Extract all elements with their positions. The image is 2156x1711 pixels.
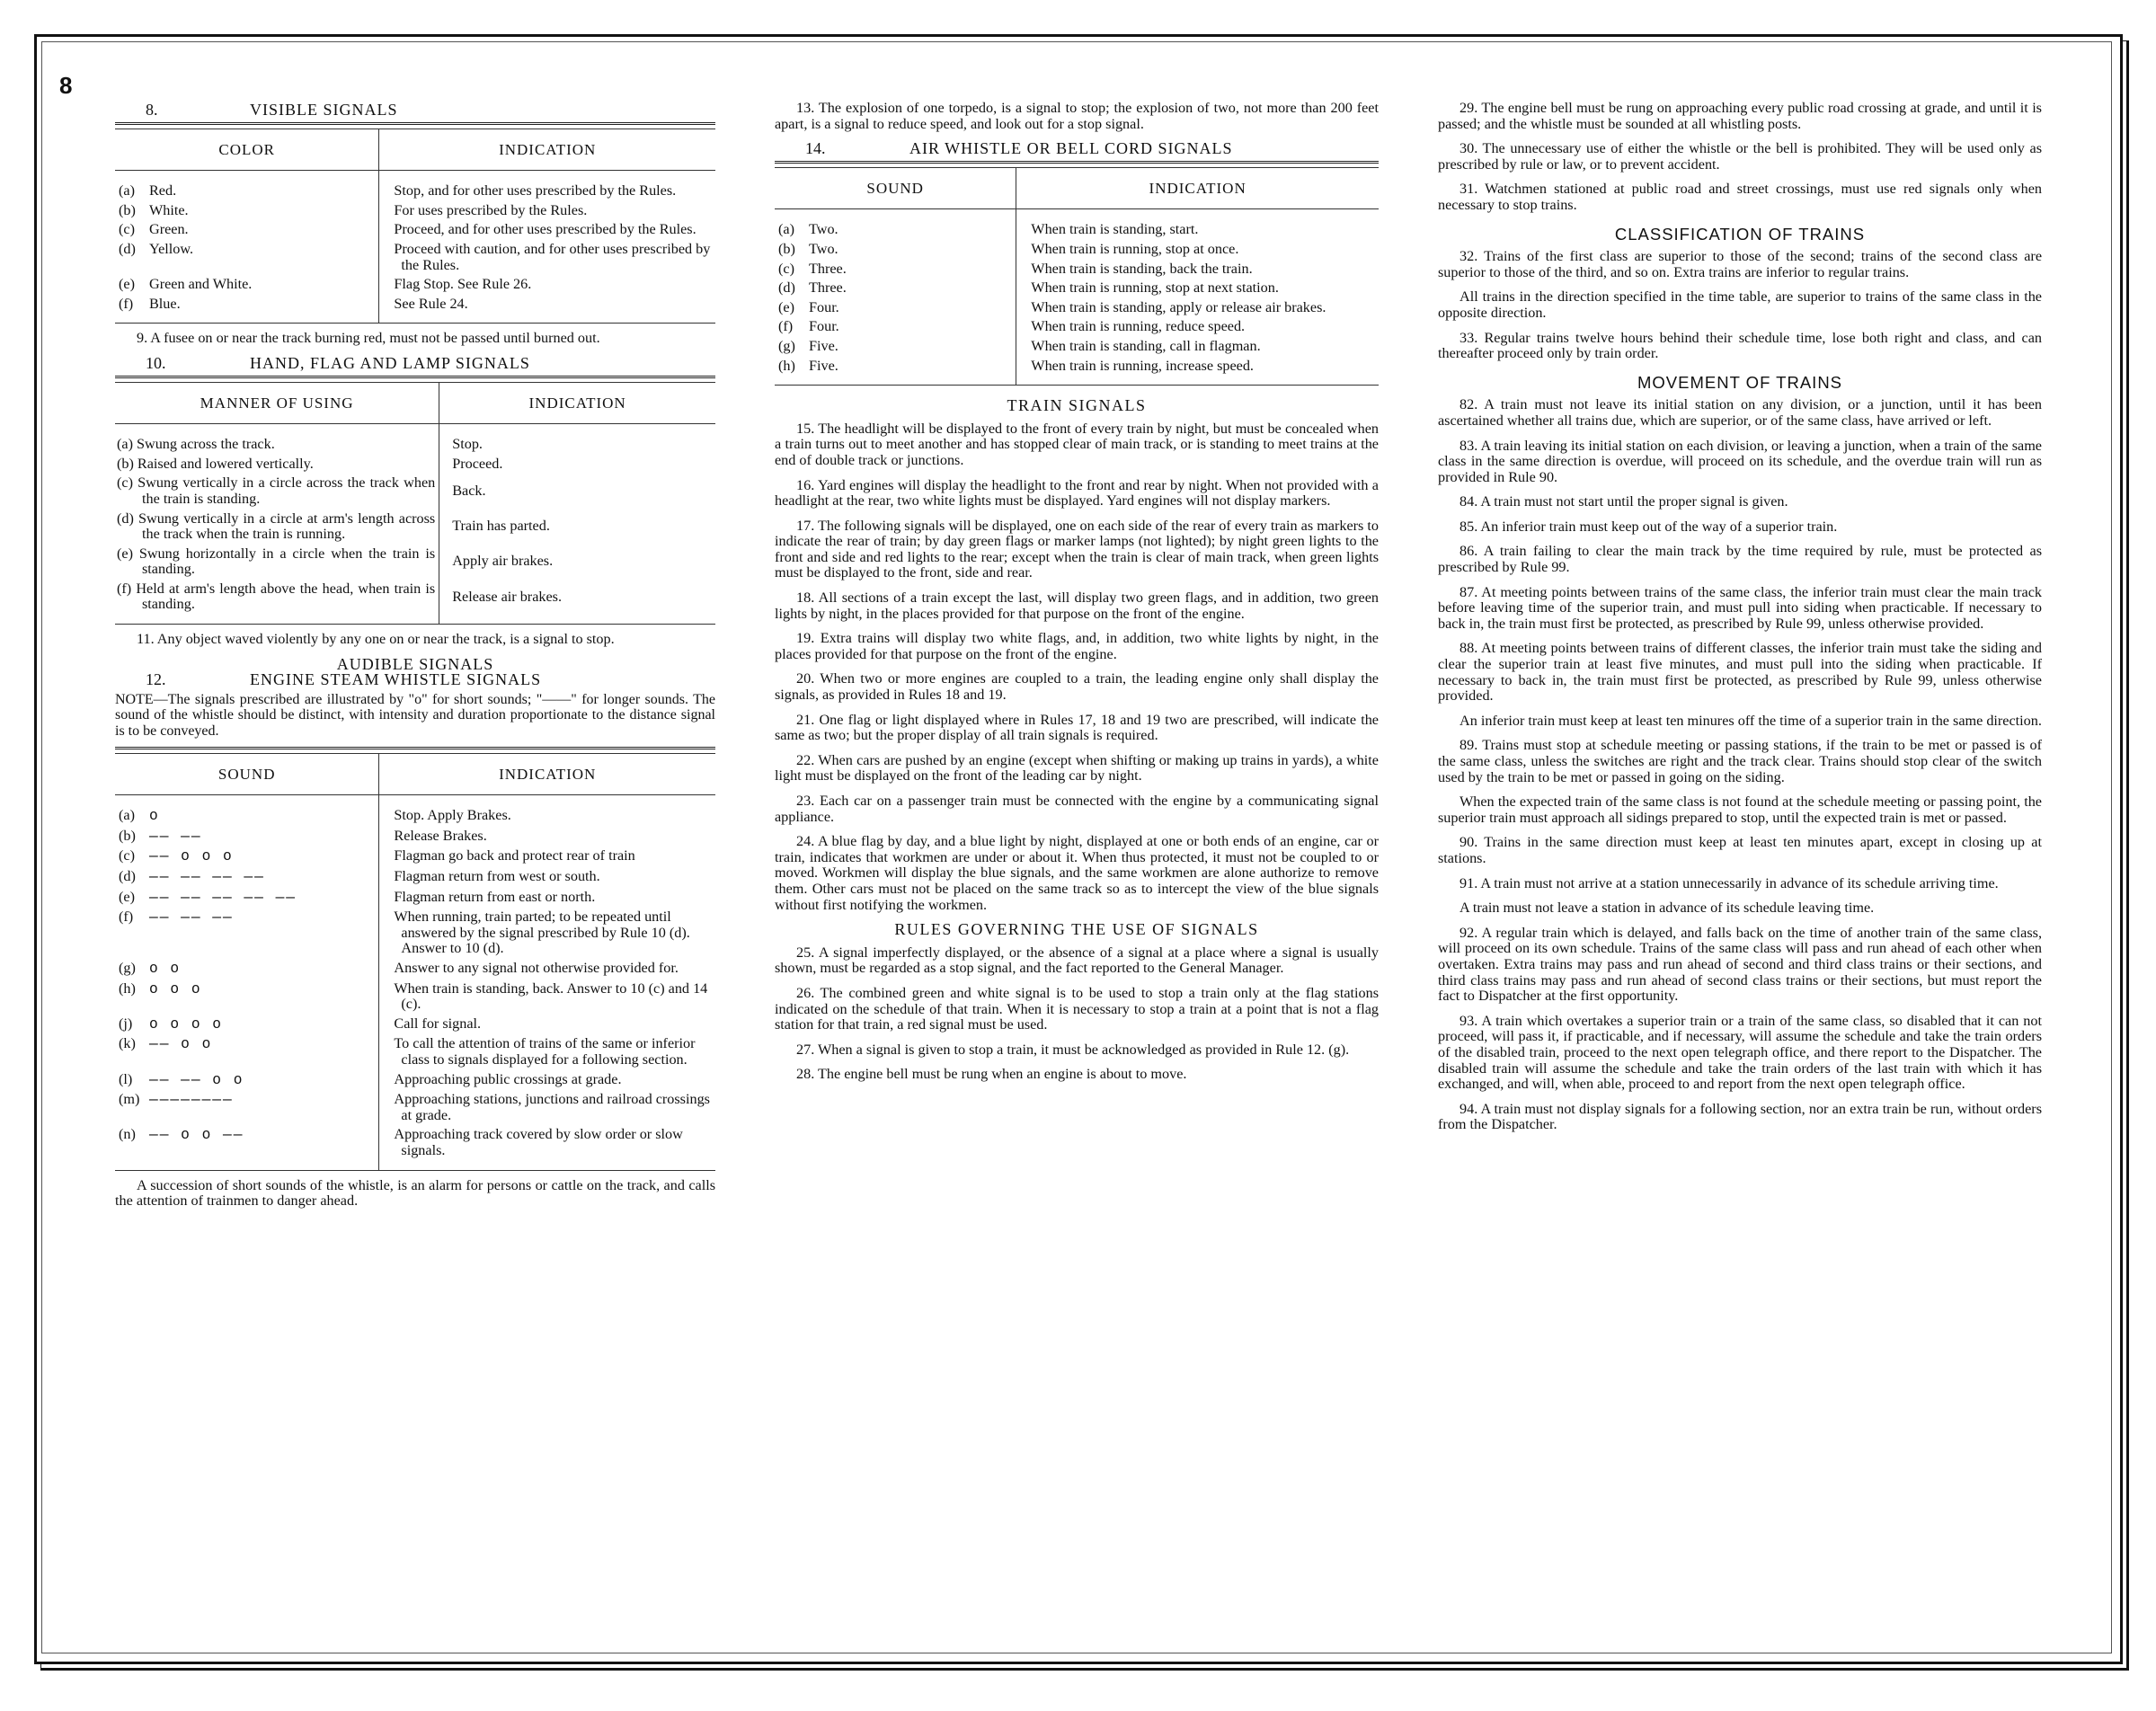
indication-cell: See Rule 24. xyxy=(379,295,715,324)
rule-paragraph: 83. A train leaving its initial station on each division, or leaving a junction, when a train of the same class in the same direction is overdue, will proceed on its schedule, and the overdue train will run as provided in Rule 90. xyxy=(1438,437,2042,485)
table-row xyxy=(115,275,715,295)
signal-cell xyxy=(115,171,379,201)
row-label: (a) xyxy=(119,182,135,199)
table-row xyxy=(775,298,1379,318)
table-row xyxy=(115,455,715,474)
indication-cell: Stop, and for other uses prescribed by the Rules. xyxy=(379,171,715,201)
rule-paragraph: 30. The unnecessary use of either the whistle or the bell is prohibited. They will be used only as prescribed by rule or law, or to prevent accident. xyxy=(1438,140,2042,173)
indication-cell: When running, train parted; to be repeated until answered by the signal prescribed by Rule 10 (d). Answer to 10 (d). xyxy=(379,908,715,959)
color-value: Blue. xyxy=(149,295,181,312)
bell-whistle-rules xyxy=(1438,101,2042,214)
manner-cell: (e) Swung horizontally in a circle when the train is standing. xyxy=(117,545,436,578)
rule-paragraph: 92. A regular train which is delayed, and falls back on the time of another train of the same class, will proceed on its own schedule. Trains of the same class will pass and run ahead of each other when overtaken. Extra trains may pass and run ahead of second and third class trains or their sections, and third class trains may pass and run ahead of second class trains or their sections, but must report the fact to Dispatcher at the first opportunity. xyxy=(1438,924,2042,1005)
indication-cell: To call the attention of trains of the same or inferior class to signals displayed for a following section. xyxy=(379,1034,715,1069)
sound-value: Four. xyxy=(809,318,839,335)
row-label: (l) xyxy=(119,1070,133,1087)
signal-cell xyxy=(115,1090,379,1125)
row-label: (d) xyxy=(778,279,795,297)
indication-cell: Train has parted. xyxy=(439,510,715,545)
table-row xyxy=(115,295,715,324)
table-body xyxy=(115,424,715,625)
rule-paragraph: 27. When a signal is given to stop a train, it must be acknowledged as provided in Rule 12. (g). xyxy=(796,1041,1350,1058)
column-header: MANNER OF USING xyxy=(115,382,439,424)
signal-cell xyxy=(115,220,379,240)
signal-cell xyxy=(775,240,1016,260)
indication-cell: Flagman return from east or north. xyxy=(379,888,715,909)
indication-cell: Proceed, and for other uses prescribed by the Rules. xyxy=(379,220,715,240)
color-value: Yellow. xyxy=(149,240,194,257)
table-row xyxy=(115,580,715,625)
indication-cell: When train is running, reduce speed. xyxy=(1016,317,1379,337)
table-row xyxy=(115,980,715,1015)
row-label: (g) xyxy=(778,337,795,354)
indication-cell: Release Brakes. xyxy=(379,827,715,847)
indication-cell: When train is running, stop at once. xyxy=(1016,240,1379,260)
whistle-note: NOTE—The signals prescribed are illustrated by "o" for short sounds; "——" for longer sounds. The sound of the whistle should be distinct, with intensity and duration proportionate to the distance signal is to be conveyed. xyxy=(115,691,715,740)
signal-cell xyxy=(115,908,379,959)
column-header: SOUND xyxy=(115,753,379,795)
manner-cell: (b) Raised and lowered vertically. xyxy=(117,455,314,472)
color-value: Red. xyxy=(149,182,177,199)
table-row xyxy=(775,240,1379,260)
row-label: (f) xyxy=(778,318,794,335)
indication-cell: Approaching stations, junctions and railroad crossings at grade. xyxy=(379,1090,715,1125)
rules-governing-title: RULES GOVERNING THE USE OF SIGNALS xyxy=(894,920,1259,939)
indication-cell: For uses prescribed by the Rules. xyxy=(379,201,715,221)
rule-paragraph: 84. A train must not start until the proper signal is given. xyxy=(1460,493,1788,510)
table-row xyxy=(115,888,715,909)
rule-paragraph: 26. The combined green and white signal is to be used to stop a train only at the flag stations indicated on the schedule of that train. When it is necessary to stop a train at a point that is not a flag station for that train, a red signal must be used. xyxy=(775,984,1379,1033)
color-value: White. xyxy=(149,201,189,218)
column-right xyxy=(1438,101,2042,1142)
movement-title: MOVEMENT OF TRAINS xyxy=(1637,372,1843,392)
rule-paragraph: 16. Yard engines will display the headlight to the front and rear by night. When not provided with a headlight at the rear, two white lights must be displayed. Yard engines will not display markers. xyxy=(775,476,1379,510)
column-header: INDICATION xyxy=(379,129,715,171)
rule-paragraph: 93. A train which overtakes a superior train or a train of the same class, so disabled that it can not proceed, will pass it, if practicable, and if necessary, will assume the schedule and take the train orders of the disabled train, proceed to the next open telegraph office, and there report to the Dispatcher. The disabled train will assume the schedule and take the train orders of the last train with which it has exchanged, and will, when able, proceed to and report from the next open telegraph office. xyxy=(1438,1012,2042,1093)
manner-cell: (c) Swung vertically in a circle across the track when the train is standing. xyxy=(117,474,436,507)
table-body xyxy=(115,171,715,324)
table-row xyxy=(115,220,715,240)
manner-cell: (d) Swung vertically in a circle at arm's length across the track when the train is running. xyxy=(117,510,436,543)
indication-cell: Release air brakes. xyxy=(439,580,715,625)
signal-cell xyxy=(775,260,1016,279)
rule-paragraph: A train must not leave a station in advance of its schedule leaving time. xyxy=(1460,900,1875,917)
rule-paragraph: 29. The engine bell must be rung on approaching every public road crossing at grade, and until it is passed; and the whistle must be sounded at all whistling posts. xyxy=(1438,100,2042,132)
table-row xyxy=(115,474,715,509)
signal-cell xyxy=(115,1034,379,1069)
rule-paragraph: 19. Extra trains will display two white flags, and, in addition, two white lights by night, in the places provided for that purpose on the front of the engine. xyxy=(775,630,1379,662)
rule-paragraph: 89. Trains must stop at schedule meeting or passing stations, if the train to be met or passed is of the same class, unless the switches are right and the track clear. Trains should stop clear of the switch used by the train to be met or passed in going on the siding. xyxy=(1438,737,2042,785)
air-whistle-table xyxy=(775,167,1379,386)
indication-cell: Call for signal. xyxy=(379,1015,715,1035)
color-value: Green. xyxy=(149,221,189,238)
signal-cell xyxy=(115,201,379,221)
sound-value: Five. xyxy=(809,337,838,354)
rule-paragraph: 28. The engine bell must be rung when an engine is about to move. xyxy=(796,1066,1187,1083)
rule-paragraph: 85. An inferior train must keep out of the way of a superior train. xyxy=(1460,518,1838,535)
rule-paragraph: 87. At meeting points between trains of the same class, the inferior train must clear the main track before leaving time of the superior train, and must pull into siding when practicable. If necessary to back in, the train must first be protected, as prescribed by Rule 99, unless otherwise provided. xyxy=(1438,583,2042,632)
signal-cell xyxy=(115,795,379,827)
sound-value: o o o o xyxy=(149,1015,223,1033)
sound-value: —— —— —— —— —— xyxy=(149,889,297,906)
indication-cell: Flagman go back and protect rear of train xyxy=(379,847,715,867)
movement-rules xyxy=(1438,397,2042,1133)
rule-paragraph: 33. Regular trains twelve hours behind their schedule time, lose both right and class, and can thereafter proceed only by train order. xyxy=(1438,329,2042,362)
hand-flag-lamp-table xyxy=(115,382,715,625)
row-label: (a) xyxy=(119,807,135,824)
section-12-heading: 12. ENGINE STEAM WHISTLE SIGNALS xyxy=(115,672,715,688)
manner-cell: (a) Swung across the track. xyxy=(117,436,275,453)
sound-value: Two. xyxy=(809,221,838,238)
table-row xyxy=(775,317,1379,337)
row-label: (g) xyxy=(119,959,136,976)
whistle-alarm-paragraph: A succession of short sounds of the whistle, is an alarm for persons or cattle on the track, and calls the attention of trainmen to danger ahead. xyxy=(115,1176,715,1210)
sound-value: —— o o o xyxy=(149,848,234,865)
section-title: AIR WHISTLE OR BELL CORD SIGNALS xyxy=(909,139,1233,158)
table-row xyxy=(115,1034,715,1069)
row-label: (h) xyxy=(778,357,795,374)
table-row xyxy=(115,1015,715,1035)
table-row xyxy=(115,827,715,847)
column-middle xyxy=(775,101,1379,1092)
section-14-heading: 14. AIR WHISTLE OR BELL CORD SIGNALS xyxy=(775,141,1379,157)
rule-paragraph: 22. When cars are pushed by an engine (except when shifting or making up trains in yards), a white light must be displayed on the front of the leading car by night. xyxy=(775,751,1379,785)
double-rule xyxy=(775,161,1379,164)
indication-cell: Answer to any signal not otherwise provided for. xyxy=(379,959,715,980)
rule-paragraph: 88. At meeting points between trains of different classes, the inferior train must take the siding and clear the superior train at least five minutes, and must pull into the siding when practicable. If necessary to back in, the train must first be protected, as prescribed by Rule 99, unless otherwise provided. xyxy=(1438,640,2042,705)
indication-cell: Flagman return from west or south. xyxy=(379,867,715,888)
sound-value: o o xyxy=(149,960,182,977)
rule-paragraph: 17. The following signals will be displayed, one on each side of the rear of every train as markers to indicate the rear of train; by day green flags or marker lamps (not lighted); by night green lights to the front and side and red lights to the rear; except when the train is clear of main track, when green lights must be displayed to the front, side and rear. xyxy=(775,517,1379,581)
signal-cell xyxy=(115,980,379,1015)
sound-value: —— o o —— xyxy=(149,1127,244,1144)
visible-signals-table xyxy=(115,129,715,324)
table-row xyxy=(115,1125,715,1170)
column-left xyxy=(115,101,715,1219)
rule-paragraph: 31. Watchmen stationed at public road and street crossings, must use red signals only when necessary to stop trains. xyxy=(1438,181,2042,213)
indication-cell: When train is standing, start. xyxy=(1016,209,1379,240)
rule-paragraph: 90. Trains in the same direction must keep at least ten minutes apart, except in closing up at stations. xyxy=(1438,834,2042,866)
row-label: (b) xyxy=(119,827,136,844)
table-row xyxy=(115,867,715,888)
table-row xyxy=(775,260,1379,279)
row-label: (h) xyxy=(119,980,136,997)
color-value: Green and White. xyxy=(149,276,253,293)
row-label: (f) xyxy=(119,295,134,312)
indication-cell: Apply air brakes. xyxy=(439,545,715,580)
signal-cell xyxy=(115,1125,379,1170)
sound-value: —— —— xyxy=(149,828,202,845)
sound-value: —— o o xyxy=(149,1036,213,1053)
table-row xyxy=(115,795,715,827)
indication-cell: When train is running, increase speed. xyxy=(1016,357,1379,386)
signal-cell xyxy=(115,295,379,324)
section-title: ENGINE STEAM WHISTLE SIGNALS xyxy=(250,670,542,689)
row-label: (a) xyxy=(778,221,794,238)
sound-value: —— —— —— —— xyxy=(149,869,265,885)
indication-cell: When train is standing, apply or release air brakes. xyxy=(1016,298,1379,318)
table-row xyxy=(115,545,715,580)
row-label: (j) xyxy=(119,1015,133,1032)
table-row xyxy=(115,171,715,201)
train-signals-title: TRAIN SIGNALS xyxy=(1007,396,1147,415)
classification-title: CLASSIFICATION OF TRAINS xyxy=(1614,224,1866,244)
indication-cell: When train is standing, back the train. xyxy=(1016,260,1379,279)
signal-cell xyxy=(775,209,1016,240)
table-row xyxy=(775,209,1379,240)
rule-paragraph: 25. A signal imperfectly displayed, or the absence of a signal at a place where a signal is usually shown, must be regarded as a stop signal, and the fact reported to the General Manager. xyxy=(775,944,1379,977)
rule-13: 13. The explosion of one torpedo, is a signal to stop; the explosion of two, not more than 200 feet apart, is a signal to reduce speed, and look out for a stop signal. xyxy=(775,100,1379,132)
rule-paragraph: 82. A train must not leave its initial station on any division, or a junction, until it has been ascertained whether all trains due, which are superior, or of the same class, have arrived or left. xyxy=(1438,396,2042,429)
rule-paragraph: When the expected train of the same class is not found at the schedule meeting or passing point, the superior train must approach all sidings prepared to stop, until the expected train is met or passed. xyxy=(1438,793,2042,826)
row-label: (b) xyxy=(119,201,136,218)
row-label: (c) xyxy=(778,260,794,277)
row-label: (m) xyxy=(119,1091,140,1108)
row-label: (e) xyxy=(119,276,135,293)
signal-cell xyxy=(115,275,379,295)
row-label: (d) xyxy=(119,240,136,257)
signal-cell xyxy=(775,337,1016,357)
sound-value: Five. xyxy=(809,357,838,374)
signal-cell xyxy=(115,827,379,847)
rule-11: 11. Any object waved violently by any one on or near the track, is a signal to stop. xyxy=(137,631,615,648)
manner-cell: (f) Held at arm's length above the head, when train is standing. xyxy=(115,580,439,625)
column-header: COLOR xyxy=(115,129,379,171)
sound-value: o o o xyxy=(149,980,202,997)
sound-value: —— —— —— xyxy=(149,909,234,926)
double-rule xyxy=(115,747,715,749)
table-row xyxy=(115,510,715,545)
train-signal-rules xyxy=(775,421,1379,913)
indication-cell: Proceed with caution, and for other uses prescribed by the Rules. xyxy=(379,240,715,275)
signal-cell xyxy=(115,959,379,980)
row-label: (e) xyxy=(119,888,135,905)
rule-paragraph: An inferior train must keep at least ten minures off the time of a superior train in the same direction. xyxy=(1460,712,2042,729)
table-body xyxy=(775,209,1379,386)
signal-cell xyxy=(775,317,1016,337)
audible-signals-title: AUDIBLE SIGNALS xyxy=(336,654,494,673)
sound-value: —— —— o o xyxy=(149,1071,244,1088)
column-header: INDICATION xyxy=(1016,167,1379,209)
section-10-heading: 10. HAND, FLAG AND LAMP SIGNALS xyxy=(115,356,715,372)
sound-value: Four. xyxy=(809,298,839,315)
signal-cell xyxy=(775,357,1016,386)
signal-cell xyxy=(115,1070,379,1091)
table-row xyxy=(775,357,1379,386)
indication-cell: When train is standing, call in flagman. xyxy=(1016,337,1379,357)
double-rule xyxy=(115,122,715,125)
section-8-heading: 8. VISIBLE SIGNALS xyxy=(115,102,715,119)
table-row xyxy=(115,240,715,275)
signal-cell xyxy=(115,888,379,909)
indication-cell: When train is standing, back. Answer to 10 (c) and 14 (c). xyxy=(379,980,715,1015)
table-body xyxy=(115,795,715,1170)
rule-paragraph: 23. Each car on a passenger train must be connected with the engine by a communicating signal appliance. xyxy=(775,793,1379,825)
indication-cell: Approaching public crossings at grade. xyxy=(379,1070,715,1091)
signal-cell xyxy=(115,847,379,867)
signal-cell xyxy=(775,279,1016,298)
row-label: (e) xyxy=(778,298,794,315)
table-row xyxy=(775,337,1379,357)
sound-value: o xyxy=(149,808,160,825)
steam-whistle-table xyxy=(115,753,715,1171)
rule-paragraph: 86. A train failing to clear the main track by the time required by rule, must be protected as prescribed by Rule 99. xyxy=(1438,543,2042,576)
signal-cell xyxy=(775,298,1016,318)
indication-cell: Back. xyxy=(439,474,715,509)
rule-9: 9. A fusee on or near the track burning red, must not be passed until burned out. xyxy=(137,330,600,347)
rule-paragraph: 94. A train must not display signals for a following section, nor an extra train be run, without orders from the Dispatcher. xyxy=(1438,1100,2042,1133)
indication-cell: Proceed. xyxy=(439,455,715,474)
indication-cell: Flag Stop. See Rule 26. xyxy=(379,275,715,295)
indication-cell: When train is running, stop at next station. xyxy=(1016,279,1379,298)
signal-use-rules xyxy=(775,945,1379,1083)
rule-paragraph: 15. The headlight will be displayed to the front of every train by night, but must be concealed when a train turns out to meet another and has stopped clear of main track, or is standing to meet trains at the end of double track or junctions. xyxy=(775,420,1379,468)
sound-value: Three. xyxy=(809,279,847,297)
row-label: (k) xyxy=(119,1035,136,1052)
rule-paragraph: 24. A blue flag by day, and a blue light by night, displayed at one or both ends of an engine, car or train, indicates that workmen are under or about it. When thus protected, it must not be coupled to or moved. Workmen will display the blue signals, and the same workmen are alone authorize to remove them. Other cars must not be placed on the same track so as to intercept the view of the blue signals without first notifying the workmen. xyxy=(775,833,1379,913)
table-row xyxy=(115,1090,715,1125)
signal-cell xyxy=(115,1015,379,1035)
signal-cell xyxy=(115,867,379,888)
rule-paragraph: 20. When two or more engines are coupled to a train, the leading engine only shall display the signals, as provided in Rules 18 and 19. xyxy=(775,670,1379,704)
rule-paragraph: 91. A train must not arrive at a station unnecessarily in advance of its schedule arriving time. xyxy=(1460,874,1999,891)
table-row xyxy=(115,424,715,455)
row-label: (c) xyxy=(119,221,135,238)
sound-value: Two. xyxy=(809,240,838,257)
row-label: (c) xyxy=(119,847,135,864)
rule-paragraph: 18. All sections of a train except the last, will display two green flags, and in addition, two green lights by night, in the places provided for that purpose on the front of the engine. xyxy=(775,590,1379,622)
column-header: INDICATION xyxy=(379,753,715,795)
indication-cell: Stop. xyxy=(439,424,715,455)
sound-value: ———————— xyxy=(149,1092,234,1109)
row-label: (n) xyxy=(119,1126,136,1143)
classification-rules xyxy=(1438,249,2042,362)
column-header: INDICATION xyxy=(439,382,715,424)
rule-paragraph: All trains in the direction specified in the time table, are superior to trains of the same class in the opposite direction. xyxy=(1438,288,2042,321)
signal-cell xyxy=(115,240,379,275)
section-title: VISIBLE SIGNALS xyxy=(250,101,398,119)
indication-cell: Stop. Apply Brakes. xyxy=(379,795,715,827)
rule-paragraph: 21. One flag or light displayed where in Rules 17, 18 and 19 two are prescribed, will indicate the same as two; but the proper display of all train signals is required. xyxy=(775,711,1379,744)
indication-cell: Approaching track covered by slow order or slow signals. xyxy=(379,1125,715,1170)
table-row xyxy=(115,847,715,867)
row-label: (b) xyxy=(778,240,795,257)
row-label: (d) xyxy=(119,868,136,884)
table-row xyxy=(115,908,715,959)
section-title: HAND, FLAG AND LAMP SIGNALS xyxy=(250,353,530,372)
page-number: 8 xyxy=(59,72,73,99)
column-header: SOUND xyxy=(775,167,1016,209)
table-row xyxy=(775,279,1379,298)
double-rule xyxy=(115,376,715,378)
row-label: (f) xyxy=(119,909,134,926)
table-row xyxy=(115,1070,715,1091)
rule-paragraph: 32. Trains of the first class are superior to those of the second; trains of the second class are superior to those of the third, and so on. Extra trains are inferior to regular trains. xyxy=(1438,248,2042,280)
table-row xyxy=(115,201,715,221)
sound-value: Three. xyxy=(809,260,847,277)
table-row xyxy=(115,959,715,980)
